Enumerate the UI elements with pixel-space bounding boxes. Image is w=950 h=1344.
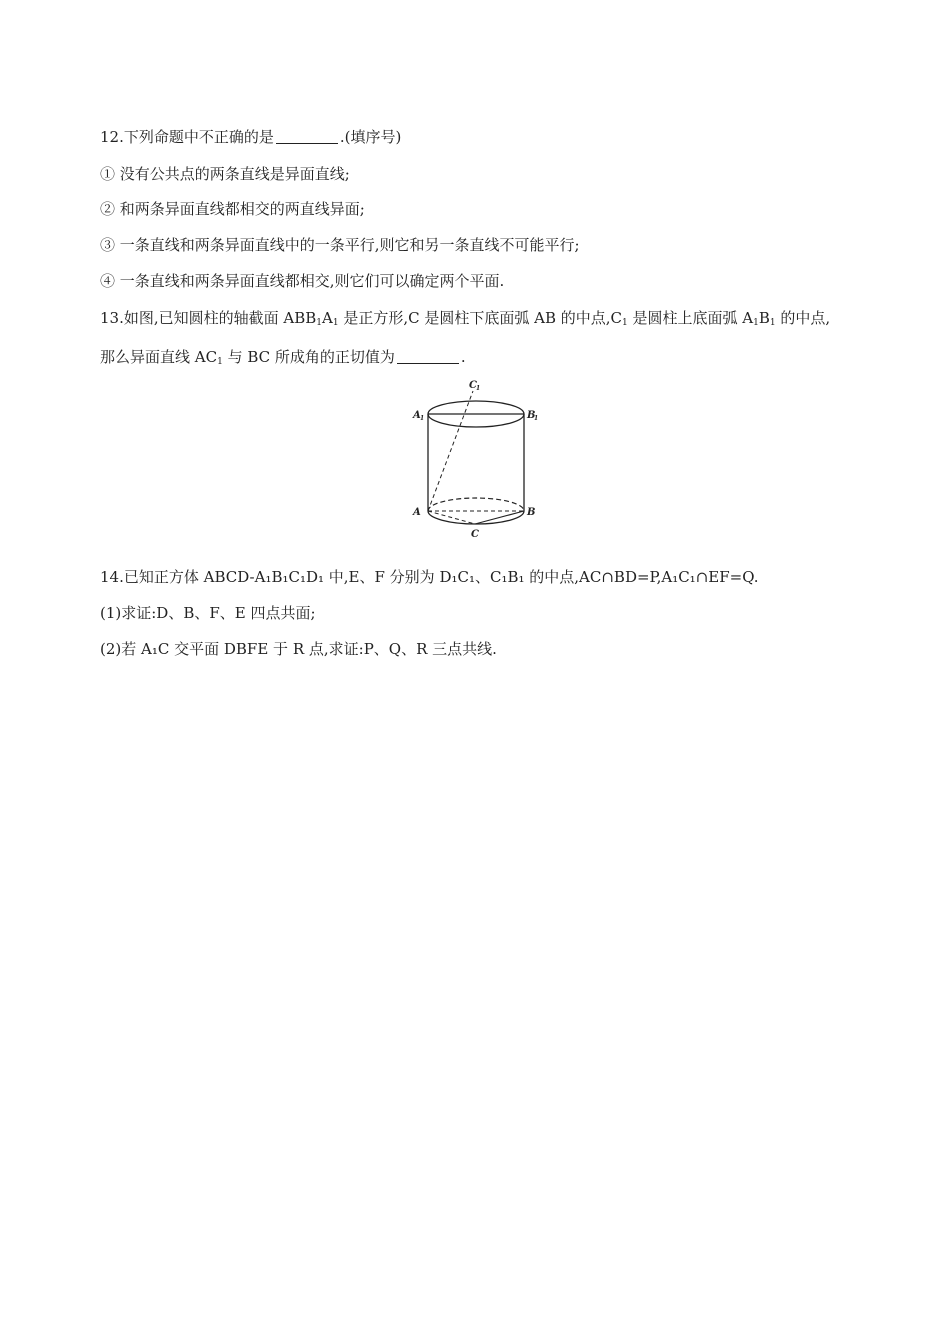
segment-ac1 [428,391,473,511]
subscript: 1 [753,318,759,328]
label-c1: C [469,380,477,391]
q13-text: 是圆柱上底面弧 A [627,309,754,327]
q12-stem-text: 12.下列命题中不正确的是 [100,128,274,146]
q13-answer-blank [397,349,459,364]
q14-stem: 14.已知正方体 ABCD-A₁B₁C₁D₁ 中,E、F 分别为 D₁C₁、C₁B₁ 的中点,AC∩BD=P,A₁C₁∩EF=Q. [100,568,759,586]
subscript: 1 [769,318,776,328]
cylinder-figure [405,378,545,546]
label-b: B [527,507,536,518]
label-b1-sub: 1 [534,415,539,422]
q14-part-1: (1)求证:D、B、F、E 四点共面; [100,604,316,622]
bottom-base-front-arc [428,511,524,524]
label-c: C [471,529,479,540]
q14-part-2: (2)若 A₁C 交平面 DBFE 于 R 点,求证:P、Q、R 三点共线. [100,640,497,658]
q13-stem-line1 [100,308,830,328]
q13-text: B [758,309,770,327]
q13-text: 的中点, [775,309,831,327]
q13-text: . [460,348,466,366]
q12-option-2: ② 和两条异面直线都相交的两直线异面; [100,200,365,218]
q13-text: 与 BC 所成角的正切值为 [222,348,395,366]
subscript: 1 [316,318,323,328]
subscript: 1 [332,318,339,328]
q12-option-3: ③ 一条直线和两条异面直线中的一条平行,则它和另一条直线不可能平行; [100,236,580,254]
label-a1: A [413,410,421,421]
q12-answer-blank [276,129,338,144]
q12-stem [100,127,401,147]
bottom-base-back-arc [428,498,524,511]
subscript: 1 [217,357,223,367]
q12-stem-suffix: .(填序号) [339,128,402,146]
label-b1: B [527,410,536,421]
q13-text: 那么异面直线 AC [100,348,218,366]
label-c1-sub: 1 [476,385,481,392]
q13-stem-line2 [100,347,466,367]
q13-text: A [322,309,333,327]
q13-text: 13.如图,已知圆柱的轴截面 ABB [100,309,317,327]
q12-option-4: ④ 一条直线和两条异面直线都相交,则它们可以确定两个平面. [100,272,505,290]
label-a: A [413,507,421,518]
q13-text: 是正方形,C 是圆柱下底面弧 AB 的中点,C [338,309,623,327]
label-a1-sub: 1 [420,415,425,422]
subscript: 1 [622,318,628,328]
q12-option-1: ① 没有公共点的两条直线是异面直线; [100,165,350,183]
